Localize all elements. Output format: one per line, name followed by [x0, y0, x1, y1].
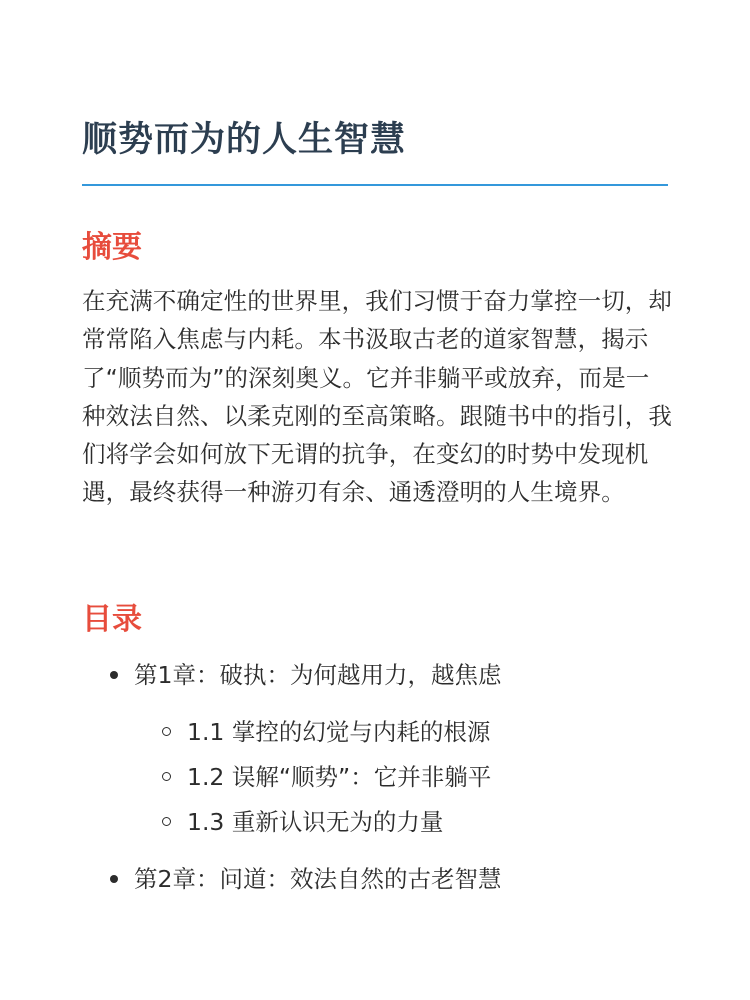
toc-section-label: 1.2 误解“顺势”：它并非躺平	[187, 763, 492, 791]
bullet-disc-icon	[110, 875, 118, 883]
toc-heading: 目录	[82, 602, 142, 637]
bullet-circle-icon	[162, 817, 171, 826]
bullet-circle-icon	[162, 772, 171, 781]
toc-chapter-label: 第1章：破执：为何越用力，越焦虑	[134, 661, 502, 689]
toc-section-1-3[interactable]	[162, 806, 443, 838]
bullet-disc-icon	[110, 671, 118, 679]
page-title: 顺势而为的人生智慧	[82, 120, 407, 160]
bullet-circle-icon	[162, 727, 171, 736]
toc-chapter-1[interactable]	[110, 659, 501, 691]
summary-text: 在充满不确定性的世界里，我们习惯于奋力掌控一切，却常常陷入焦虑与内耗。本书汲取古老的道家智慧，揭示了“顺势而为”的深刻奥义。它并非躺平或放弃，而是一种效法自然、以柔克刚的至高策略。跟随书中的指引，我们将学会如何放下无谓的抗争，在变幻的时势中发现机遇，最终获得一种游刃有余、通透澄明的人生境界。	[82, 287, 672, 507]
toc-section-1-2[interactable]	[162, 761, 491, 793]
toc-section-label: 1.1 掌控的幻觉与内耗的根源	[187, 718, 491, 746]
toc-chapter-label: 第2章：问道：效法自然的古老智慧	[134, 865, 502, 893]
toc-section-1-1[interactable]	[162, 716, 490, 748]
toc-chapter-2[interactable]	[110, 863, 501, 895]
toc-section-label: 1.3 重新认识无为的力量	[187, 808, 444, 836]
title-divider	[82, 184, 668, 186]
summary-heading: 摘要	[82, 230, 142, 265]
